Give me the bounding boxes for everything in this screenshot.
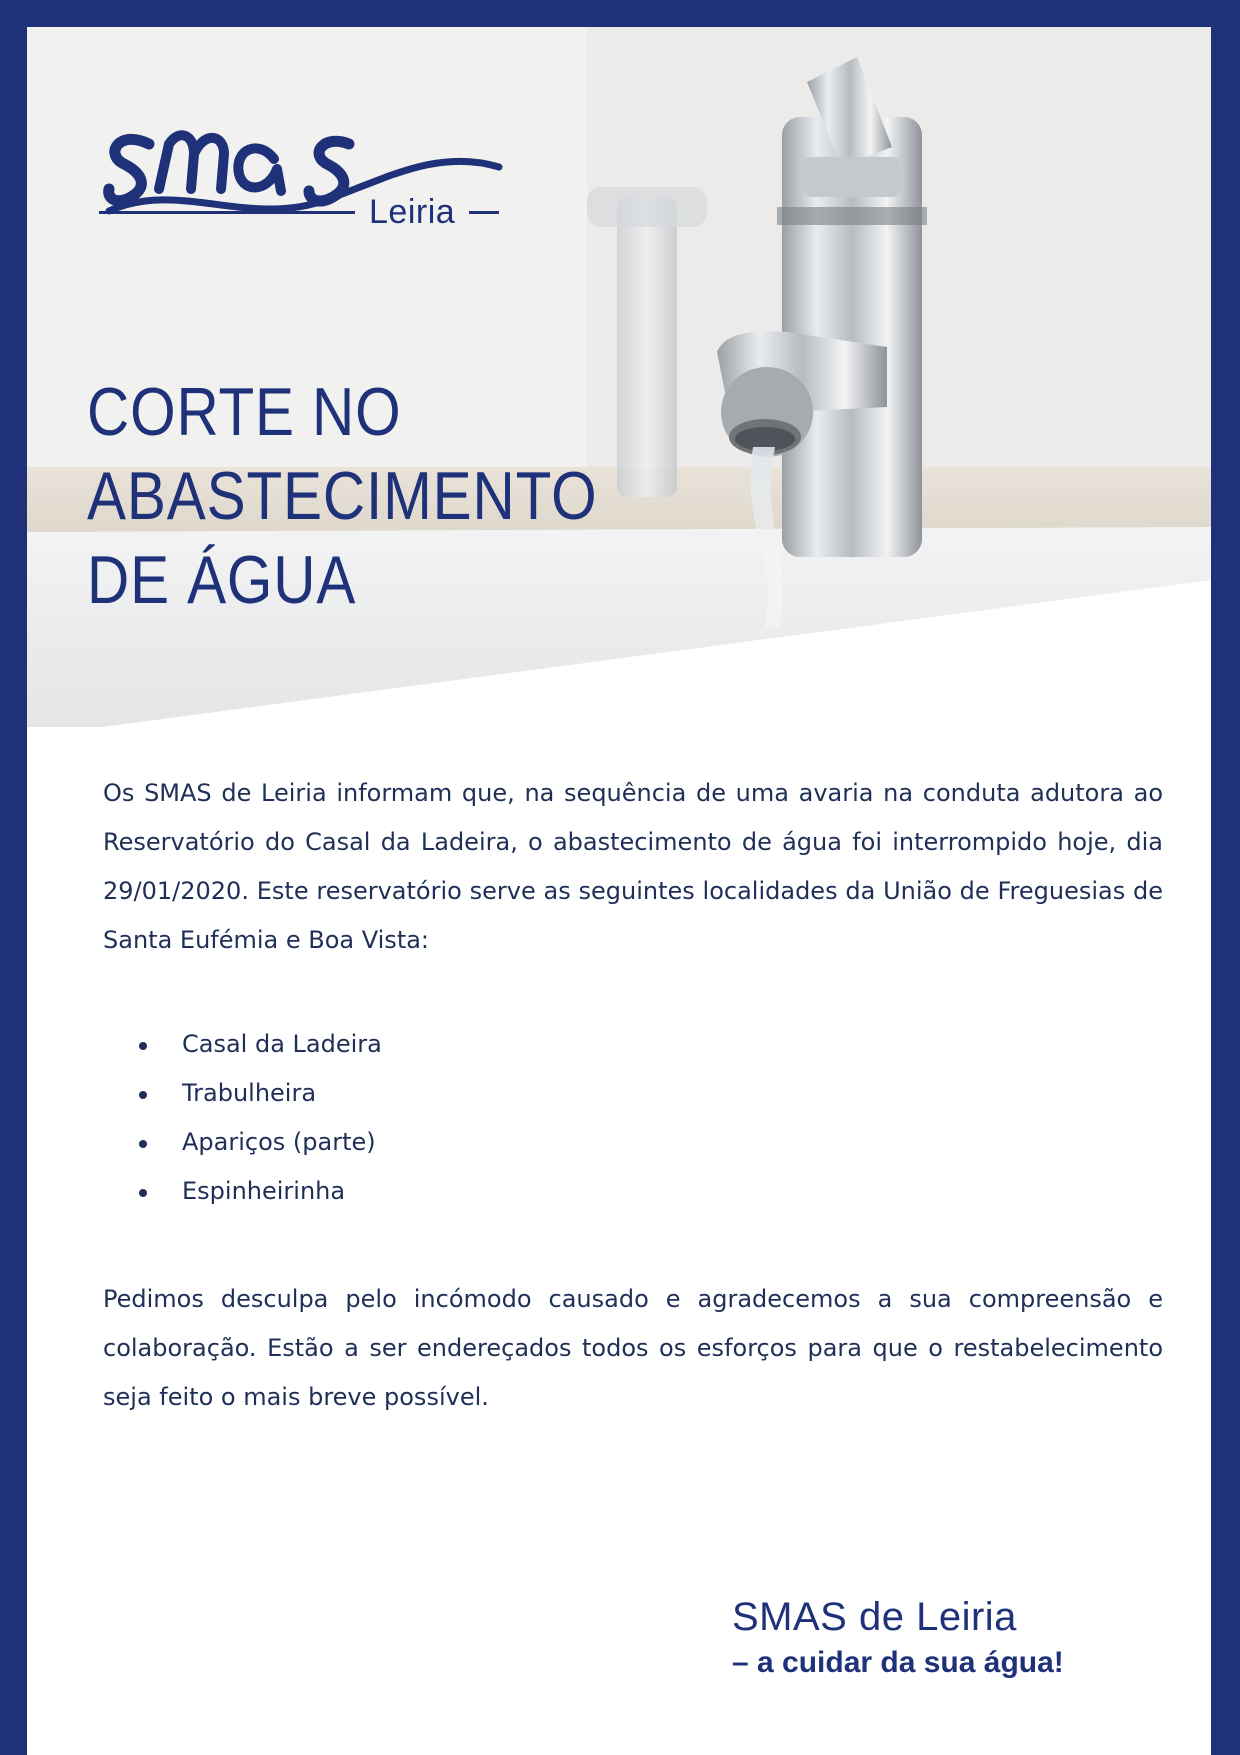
body-paragraph bbox=[103, 769, 1163, 965]
logo-divider bbox=[99, 211, 355, 214]
list-item bbox=[137, 1118, 382, 1167]
headline bbox=[87, 370, 598, 622]
bullet-icon bbox=[139, 1042, 147, 1050]
logo-divider bbox=[469, 211, 499, 214]
locality-name: Espinheirinha bbox=[182, 1177, 346, 1205]
headline-line: ABASTECIMENTO bbox=[87, 458, 598, 534]
logo-city: Leiria bbox=[369, 192, 456, 231]
bullet-icon bbox=[139, 1140, 147, 1148]
list-item bbox=[137, 1020, 382, 1069]
apology-paragraph: Pedimos desculpa pelo incómodo causado e agradecemos a sua compreensão e colaboração. Estão a ser endereçados todos os esforços para que o restabelecimento seja feito o mais breve possível. bbox=[103, 1285, 1163, 1411]
bullet-icon bbox=[139, 1189, 147, 1197]
headline-line: DE ÁGUA bbox=[87, 542, 357, 618]
headline-line: CORTE NO bbox=[87, 374, 402, 450]
locality-name: Apariços (parte) bbox=[182, 1128, 376, 1156]
localities-list bbox=[137, 1020, 382, 1216]
locality-name: Casal da Ladeira bbox=[182, 1030, 382, 1058]
intro-paragraph: Os SMAS de Leiria informam que, na sequência de uma avaria na conduta adutora ao Reservatório do Casal da Ladeira, o abastecimento de água foi interrompido hoje, dia 29/01/2020. Este reservatório serve as seguintes localidades da União de Freguesias de Santa Eufémia e Boa Vista: bbox=[103, 779, 1163, 954]
logo-subtitle bbox=[99, 192, 539, 232]
locality-name: Trabulheira bbox=[182, 1079, 317, 1107]
closing-paragraph bbox=[103, 1275, 1163, 1422]
notice-page bbox=[27, 27, 1211, 1755]
list-item bbox=[137, 1167, 382, 1216]
signature-name: SMAS de Leiria bbox=[732, 1595, 1017, 1639]
signature-tagline: – a cuidar da sua água! bbox=[732, 1646, 1064, 1679]
bullet-icon bbox=[139, 1091, 147, 1099]
list-item bbox=[137, 1069, 382, 1118]
